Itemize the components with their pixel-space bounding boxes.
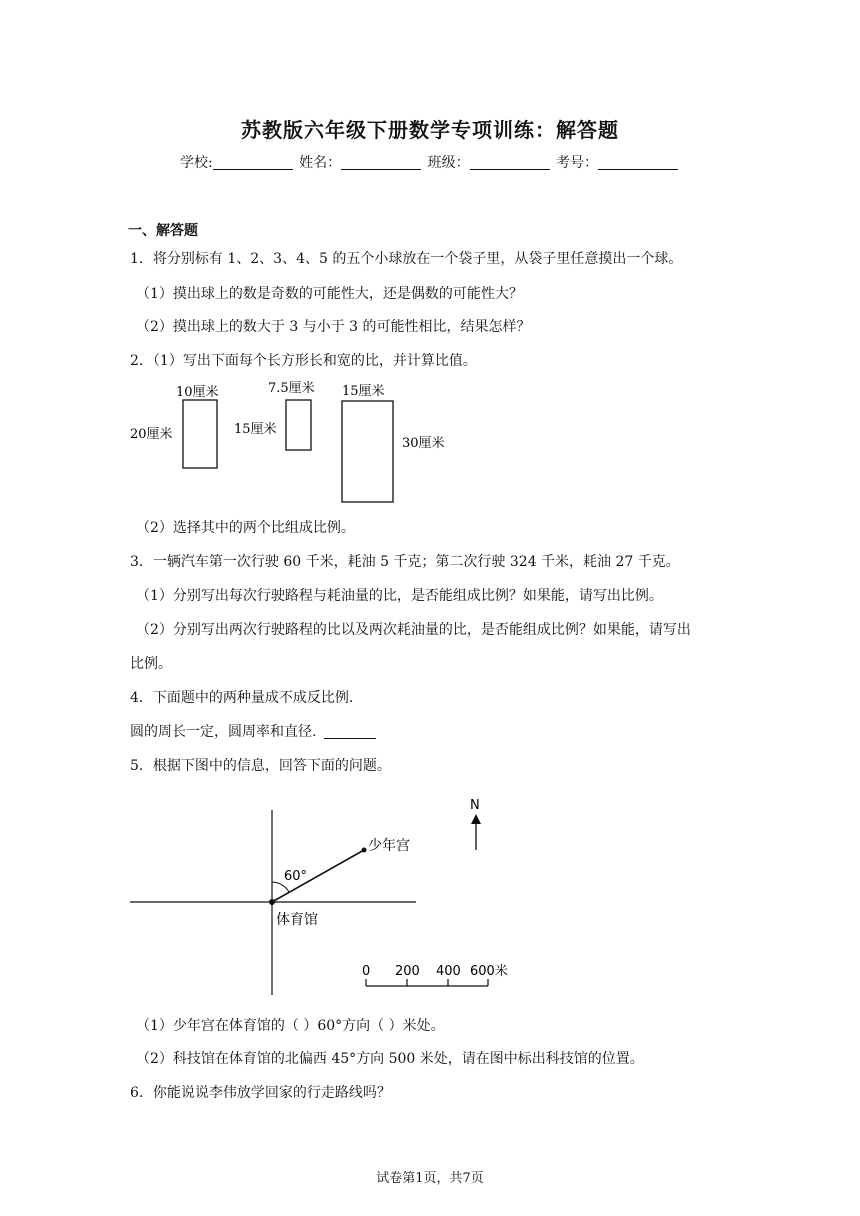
youth-palace-label: 少年宫 [368, 838, 410, 854]
q2-stem: 2．（1）写出下面每个长方形长和宽的比，并计算比值。 [130, 353, 477, 369]
class-blank [470, 155, 550, 170]
youth-palace-point [362, 848, 367, 853]
rectangle-1 [183, 400, 217, 468]
rect1-width-label: 10厘米 [176, 385, 219, 400]
q4-stem: 4．下面题中的两种量成不成反比例. [130, 690, 354, 706]
north-label: N [470, 798, 480, 813]
q4-content: 圆的周长一定，圆周率和直径. [130, 721, 376, 741]
exam-number-blank [598, 155, 678, 170]
q5-part1: （1）少年宫在体育馆的（ ）60°方向（ ）米处。 [136, 1018, 445, 1034]
q3-part1: （1）分别写出每次行驶路程与耗油量的比，是否能组成比例？如果能，请写出比例。 [136, 588, 663, 604]
rect3-width-label: 15厘米 [342, 384, 385, 399]
school-label: 学校: [179, 155, 213, 171]
scale-label-0: 0 [362, 964, 371, 979]
q1-part1: （1）摸出球上的数是奇数的可能性大，还是偶数的可能性大？ [136, 286, 523, 302]
gym-point [269, 899, 275, 905]
page-footer: 试卷第1页，共7页 [376, 1171, 484, 1186]
class-label: 班级： [427, 155, 470, 171]
q3-part2-line1: （2）分别写出两次行驶路程的比以及两次耗油量的比，是否能组成比例？如果能，请写出 [136, 622, 691, 638]
school-blank [213, 155, 293, 170]
angle-label: 60° [284, 869, 308, 884]
q1-part2: （2）摸出球上的数大于 3 与小于 3 的可能性相比，结果怎样？ [136, 319, 531, 335]
north-arrow-icon [471, 814, 481, 824]
gym-label: 体育馆 [276, 912, 318, 928]
rect3-height-label: 30厘米 [402, 436, 445, 451]
exam-number-label: 考号： [556, 155, 599, 171]
q1-stem: 1．将分别标有 1、2、3、4、5 的五个小球放在一个袋子里，从袋子里任意摸出一个球。 [130, 251, 683, 267]
section-heading: 一、解答题 [128, 223, 198, 239]
q2-part2: （2）选择其中的两个比组成比例。 [136, 520, 355, 536]
rect2-height-label: 15厘米 [234, 422, 277, 437]
scale-label-600: 600米 [470, 964, 508, 979]
name-blank [341, 155, 421, 170]
q5-stem: 5．根据下图中的信息，回答下面的问题。 [130, 758, 391, 774]
rectangle-3 [342, 401, 393, 502]
rectangles-figure [120, 372, 480, 512]
q3-stem: 3．一辆汽车第一次行驶 60 千米，耗油 5 千克；第二次行驶 324 千米，耗油 27 千克。 [130, 554, 680, 570]
page-title: 苏教版六年级下册数学专项训练：解答题 [241, 118, 619, 142]
q5-part2: （2）科技馆在体育馆的北偏西 45°方向 500 米处，请在图中标出科技馆的位置。 [136, 1051, 644, 1067]
name-label: 姓名： [299, 155, 342, 171]
rect2-width-label: 7.5厘米 [268, 381, 315, 396]
q4-answer-blank [324, 724, 376, 739]
q6-stem: 6．你能说说李伟放学回家的行走路线吗？ [130, 1085, 391, 1101]
scale-label-200: 200 [395, 964, 420, 979]
direction-map [120, 790, 540, 1005]
student-info-line [0, 152, 860, 172]
q3-part2-line2: 比例。 [130, 656, 172, 672]
scale-label-400: 400 [436, 964, 461, 979]
rect1-height-label: 20厘米 [130, 427, 173, 442]
rectangle-2 [286, 400, 311, 450]
